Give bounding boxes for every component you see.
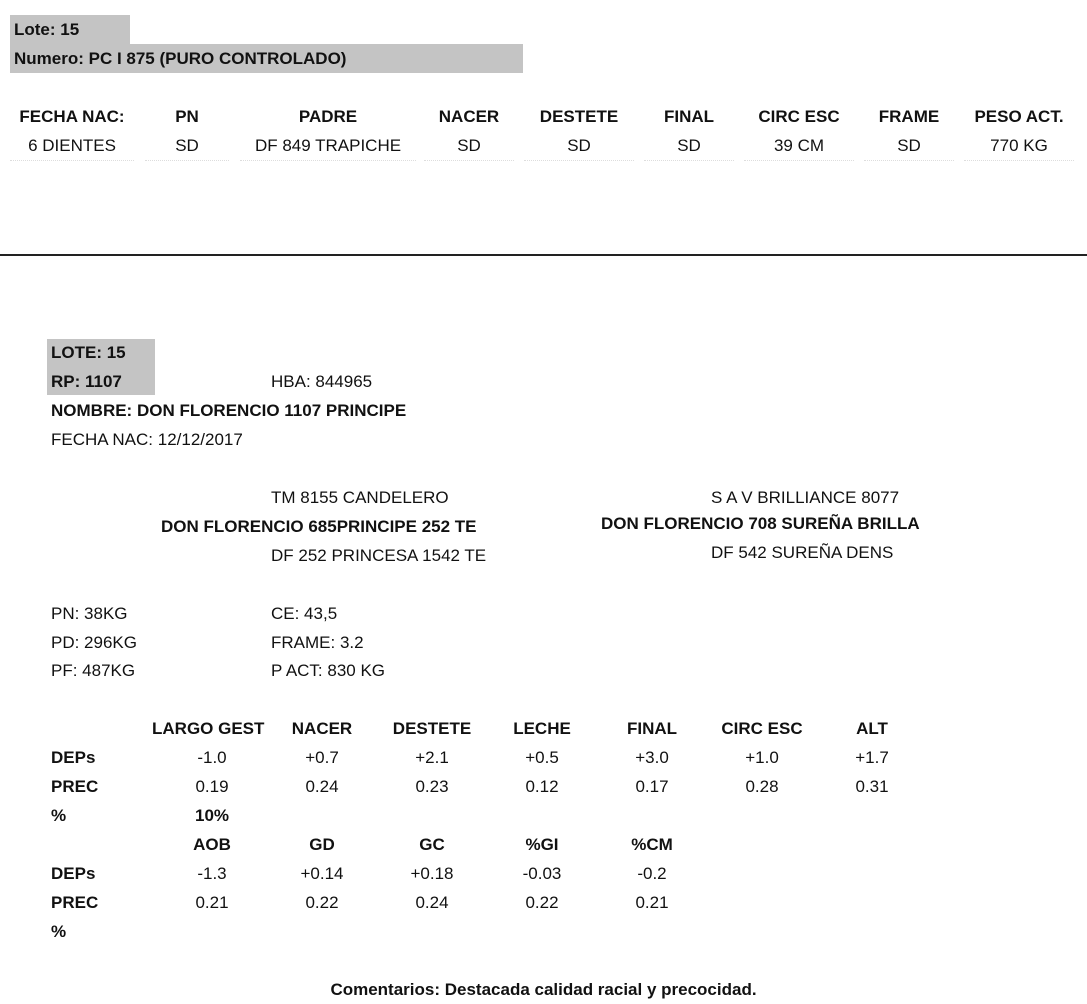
deps1-pct-0: 10% bbox=[194, 806, 230, 825]
weight-frame: FRAME: 3.2 bbox=[271, 633, 364, 652]
deps1-header-leche: LECHE bbox=[513, 719, 571, 738]
weight-pn: PN: 38KG bbox=[51, 604, 128, 623]
deps2-pct-label: % bbox=[51, 922, 67, 941]
deps2-header-cm: %CM bbox=[631, 835, 673, 854]
top-value-final: SD bbox=[644, 131, 734, 161]
top-header-padre: PADRE bbox=[298, 107, 358, 126]
top-header-frame: FRAME bbox=[878, 107, 940, 126]
top-header-pn: PN bbox=[175, 107, 199, 126]
comentarios: Comentarios: Destacada calidad racial y precocidad. bbox=[330, 980, 757, 999]
deps2-header-gd: GD bbox=[309, 835, 335, 854]
pedigree-sire-sire: TM 8155 CANDELERO bbox=[271, 488, 449, 507]
deps1-deps-5: +1.0 bbox=[745, 748, 779, 767]
deps1-deps-0: -1.0 bbox=[197, 748, 227, 767]
deps2-deps-0: -1.3 bbox=[197, 864, 227, 883]
top-value-pn: SD bbox=[145, 131, 229, 161]
deps2-prec-1: 0.22 bbox=[305, 893, 339, 912]
deps2-header-gc: GC bbox=[419, 835, 445, 854]
deps2-header-gi: %GI bbox=[525, 835, 559, 854]
deps2-deps-label: DEPs bbox=[51, 864, 96, 883]
deps1-header-final: FINAL bbox=[626, 719, 678, 738]
deps2-prec-2: 0.24 bbox=[415, 893, 449, 912]
deps1-prec-3: 0.12 bbox=[525, 777, 559, 796]
deps1-prec-0: 0.19 bbox=[195, 777, 229, 796]
deps1-deps-2: +2.1 bbox=[415, 748, 449, 767]
pedigree-sire-dam: DF 252 PRINCESA 1542 TE bbox=[271, 546, 487, 565]
animal-nombre: NOMBRE: DON FLORENCIO 1107 PRINCIPE bbox=[51, 401, 407, 420]
weight-pact: P ACT: 830 KG bbox=[271, 661, 386, 680]
top-value-padre: DF 849 TRAPICHE bbox=[240, 131, 416, 161]
animal-lote: LOTE: 15 bbox=[51, 343, 126, 362]
deps1-prec-5: 0.28 bbox=[745, 777, 779, 796]
weight-pf: PF: 487KG bbox=[51, 661, 136, 680]
top-value-frame: SD bbox=[864, 131, 954, 161]
deps1-prec-2: 0.23 bbox=[415, 777, 449, 796]
deps1-deps-3: +0.5 bbox=[525, 748, 559, 767]
deps2-prec-label: PREC bbox=[51, 893, 99, 912]
top-lote-label: Lote: 15 bbox=[10, 15, 130, 44]
top-header-final: FINAL bbox=[663, 107, 715, 126]
deps1-header-alt: ALT bbox=[856, 719, 888, 738]
pedigree-dam: DON FLORENCIO 708 SUREÑA BRILLA bbox=[601, 514, 920, 533]
pedigree-sire: DON FLORENCIO 685PRINCIPE 252 TE bbox=[161, 517, 477, 536]
top-header-nacer: NACER bbox=[438, 107, 500, 126]
animal-rp: RP: 1107 bbox=[51, 372, 122, 391]
deps2-prec-4: 0.21 bbox=[635, 893, 669, 912]
deps1-prec-4: 0.17 bbox=[635, 777, 669, 796]
deps1-prec-label: PREC bbox=[51, 777, 99, 796]
top-numero-label: Numero: PC I 875 (PURO CONTROLADO) bbox=[10, 44, 523, 73]
top-value-peso-act: 770 KG bbox=[964, 131, 1074, 161]
top-header-fecha: FECHA NAC: bbox=[19, 107, 125, 126]
deps1-deps-label: DEPs bbox=[51, 748, 96, 767]
pedigree-dam-dam: DF 542 SUREÑA DENS bbox=[711, 543, 894, 562]
weight-ce: CE: 43,5 bbox=[271, 604, 338, 623]
deps1-pct-label: % bbox=[51, 806, 67, 825]
deps2-deps-1: +0.14 bbox=[300, 864, 344, 883]
deps1-deps-1: +0.7 bbox=[305, 748, 339, 767]
top-header-peso-act: PESO ACT. bbox=[974, 107, 1064, 126]
section-divider bbox=[0, 254, 1087, 256]
top-value-destete: SD bbox=[524, 131, 634, 161]
deps2-prec-0: 0.21 bbox=[195, 893, 229, 912]
animal-hba: HBA: 844965 bbox=[271, 372, 373, 391]
top-value-nacer: SD bbox=[424, 131, 514, 161]
top-value-fecha: 6 DIENTES bbox=[10, 131, 134, 161]
deps2-deps-4: -0.2 bbox=[637, 864, 667, 883]
deps2-deps-2: +0.18 bbox=[410, 864, 454, 883]
animal-fecha-nac: FECHA NAC: 12/12/2017 bbox=[51, 430, 243, 449]
deps2-prec-3: 0.22 bbox=[525, 893, 559, 912]
deps2-header-aob: AOB bbox=[193, 835, 231, 854]
deps1-header-largo-gest: LARGO GEST bbox=[152, 719, 265, 738]
deps1-prec-1: 0.24 bbox=[305, 777, 339, 796]
deps1-header-destete: DESTETE bbox=[392, 719, 472, 738]
top-header-destete: DESTETE bbox=[539, 107, 619, 126]
deps1-header-circ-esc: CIRC ESC bbox=[721, 719, 803, 738]
deps1-deps-6: +1.7 bbox=[855, 748, 889, 767]
top-header-circ-esc: CIRC ESC bbox=[758, 107, 840, 126]
pedigree-dam-sire: S A V BRILLIANCE 8077 bbox=[711, 488, 900, 507]
deps2-deps-3: -0.03 bbox=[522, 864, 562, 883]
top-value-circ-esc: 39 CM bbox=[744, 131, 854, 161]
deps1-deps-4: +3.0 bbox=[635, 748, 669, 767]
weight-pd: PD: 296KG bbox=[51, 633, 137, 652]
deps1-header-nacer: NACER bbox=[291, 719, 353, 738]
deps1-prec-6: 0.31 bbox=[855, 777, 889, 796]
